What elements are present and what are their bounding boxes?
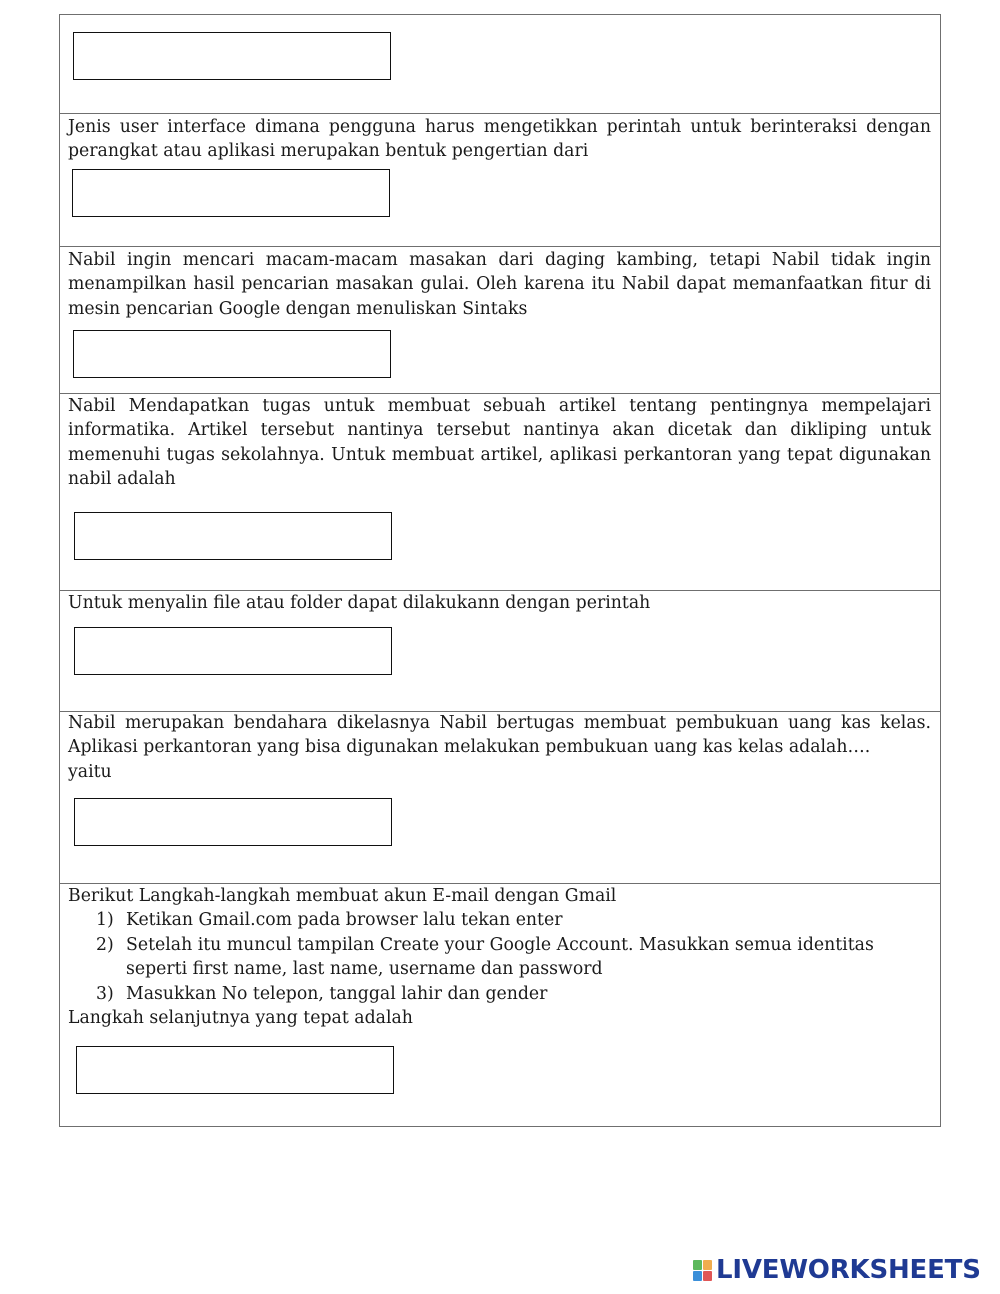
question-row-5 <box>60 590 940 711</box>
step-text: Setelah itu muncul tampilan Create your Google Account. Masukkan semua identitas seperti first name, last name, username dan password <box>126 934 874 980</box>
liveworksheets-logo[interactable] <box>693 1254 981 1286</box>
logo-square-red <box>703 1271 712 1281</box>
question-text-6 <box>68 711 931 784</box>
answer-box-2[interactable] <box>72 169 390 217</box>
answer-box-1[interactable] <box>73 32 391 80</box>
logo-mark-icon <box>693 1260 712 1281</box>
question-row-6 <box>60 711 940 883</box>
question-row-4 <box>60 393 940 590</box>
step-item-3 <box>68 982 931 1006</box>
logo-square-green <box>693 1260 702 1270</box>
question-text-3: Nabil ingin mencari macam-macam masakan dari daging kambing, tetapi Nabil tidak ingin menampilkan hasil pencarian masakan gulai. Oleh karena itu Nabil dapat memanfaatkan fitur di mesin pencarian Google dengan menuliskan Sintaks <box>68 250 931 319</box>
answer-box-3[interactable] <box>73 330 391 378</box>
step-number: 2) <box>96 934 114 955</box>
logo-square-blue <box>693 1271 702 1281</box>
steps-intro: Berikut Langkah-langkah membuat akun E-mail dengan Gmail <box>68 886 617 906</box>
question-row-7 <box>60 883 940 1126</box>
question-text-7 <box>68 884 931 1030</box>
answer-box-5[interactable] <box>74 627 392 675</box>
step-item-1 <box>68 908 931 932</box>
steps-list <box>68 908 931 1006</box>
answer-box-4[interactable] <box>74 512 392 560</box>
step-text: Masukkan No telepon, tanggal lahir dan gender <box>126 983 548 1004</box>
question-text-5: Untuk menyalin file atau folder dapat dilakukann dengan perintah <box>68 593 651 613</box>
question-row-1 <box>60 15 940 113</box>
question-text-2: Jenis user interface dimana pengguna harus mengetikkan perintah untuk berinteraksi dengan perangkat atau aplikasi merupakan bentuk pengertian dari <box>68 117 931 162</box>
steps-outro: Langkah selanjutnya yang tepat adalah <box>68 1008 413 1029</box>
question-text-4: Nabil Mendapatkan tugas untuk membuat sebuah artikel tentang pentingnya mempelajari informatika. Artikel tersebut nantinya tersebut nantinya akan dicetak dan dikliping untuk memenuhi tugas sekolahnya. Untuk membuat artikel, aplikasi perkantoran yang tepat digunakan nabil adalah <box>68 396 931 490</box>
step-text: Ketikan Gmail.com pada browser lalu tekan enter <box>126 910 563 931</box>
question-row-2 <box>60 113 940 246</box>
logo-square-orange <box>703 1260 712 1270</box>
step-number: 1) <box>96 910 114 931</box>
worksheet-table <box>59 14 941 1127</box>
answer-box-6[interactable] <box>74 798 392 846</box>
answer-box-7[interactable] <box>76 1046 394 1094</box>
step-number: 3) <box>96 983 114 1004</box>
question-text-6-body: Nabil merupakan bendahara dikelasnya Nabil bertugas membuat pembukuan uang kas kelas. Aplikasi perkantoran yang bisa digunakan melakukan pembukuan uang kas kelas adalah…. <box>68 713 931 758</box>
question-text-6-extra: yaitu <box>68 761 112 782</box>
step-item-2 <box>68 933 931 982</box>
question-row-3 <box>60 246 940 393</box>
logo-text: LIVEWORKSHEETS <box>716 1255 981 1285</box>
